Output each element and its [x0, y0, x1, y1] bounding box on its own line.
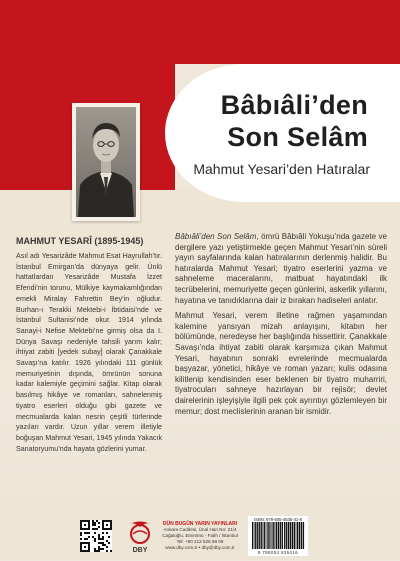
top-red-band — [0, 0, 400, 64]
qr-code-icon — [80, 520, 112, 552]
dby-logo-icon — [122, 518, 158, 556]
blurb-paragraph-1-text: , ömrü Bâbıâli Yokuşu’nda gazete ve dergilere yazı yetiştirmekle geçen Mahmut Yesari’nin süreli yayın sayfalarında kalan hatıralarının derlenmiş halidir. Bu hatıralarda Mahmut Yesari; tiyatro eserlerini yazma ve sahneleme maceralarını, matbuat hayatındaki ilk tecrübelerini, memuriyette geçen günlerini, askerlik yıllarını, hayatına ve tanıdıklarına dair iz bırakan hadiseleri anlatır. — [175, 232, 387, 305]
publisher-info — [158, 521, 242, 551]
book-title-line-2: Son Selâm — [227, 122, 368, 152]
isbn-barcode-box — [248, 516, 308, 556]
book-blurb — [175, 232, 387, 422]
publisher-web: www.dby.com.tr • dby@dby.com.tr — [165, 545, 235, 550]
publisher-name: DÜN BUGÜN YARIN YAYINLARI — [162, 521, 238, 527]
book-subtitle: Mahmut Yesari’den Hatıralar — [193, 161, 370, 177]
author-heading: MAHMUT YESARÎ (1895-1945) — [16, 236, 144, 246]
publisher-phone: Tel: +90 212 526 98 06 — [176, 539, 224, 544]
qr-code-graphic — [80, 520, 112, 552]
author-biography: Asıl adı Yesarizâde Mahmut Esat Hayrullah’tır. İstanbul Emirgan’da dünyaya gelir. Ünlü hattatlardan Yesarizâde Mustafa İzzet Efendi’nin torunu, Mülkiye kaymakamlığından emekli Miralay Fahrettin Bey’in oğludur. Burhan-ı Terakki Mektebi-i İbtidaisi’nde ve İstanbul Sultanisi’nde okur. 1914 yılında Sanayi-i Nefise Mektebi’ne girmiş olsa da I. Dünya Savaşı nedeniyle tahsili yarım kalır; ihtiyat zabiti [yedek subay] olarak Çanakkale Savaşı’na katılır. 1926 yılındaki 111 günlük memuriyetinin dışında, ömrünün sonuna kadar kalemiyle geçimini sağlar. Kitap olarak basılmış hikâye ve romanları, sahnelenmiş tiyatro eserleri olduğu gibi gazete ve mecmualarda kalan nesrin çeşitli türlerinde yazıları vardır. Uzun yıllar verem illetiyle boğuşan Mahmut Yesari, 1945 yılında Yakacık Sanatoryumu’nda hayata gözlerini yumar. — [16, 252, 162, 453]
author-portrait-image — [76, 107, 136, 217]
dby-logo-text: DBY — [132, 547, 148, 554]
book-title-line-1: Bâbıâli’den — [220, 90, 368, 120]
barcode-icon — [251, 522, 305, 549]
isbn-label: ISBN: 978-605-4635-41-6 — [254, 517, 302, 522]
publisher-address-1: Ankara Caddesi, Ünal Han No: 21/4 — [163, 527, 237, 532]
isbn-number: 9 786054 635416 — [257, 550, 299, 555]
author-portrait — [72, 103, 140, 221]
publisher-address-2: Cağaloğlu, Eminönü - Fatih / İstanbul — [162, 533, 238, 538]
blurb-paragraph-1 — [175, 232, 387, 306]
blurb-book-title: Bâbıâli’den Son Selâm — [175, 232, 257, 241]
blurb-paragraph-2: Mahmut Yesari, verem illetine rağmen yaşamından kalemine yansıyan mizah anlayışını, kitabın her bölümünde, neredeyse her başlığında hissettirir. Çanakkale Savaşı’nda ihtiyat zabiti olarak karşımıza çıkan Mahmut Yesari, hayatının sonraki evrelerinde mecmualarda başyazar, yönetici, hikâye ve roman yazarı; kulis odasına kilitlenip kendisinden eser beklenen bir tiyatro muharriri, tiyatrocuları sahneye hazırlayan bir rejisör; devlet dairelerinin işleyişiyle ilgili pek çok ayrıntıyı gözlemleyen bir memur; dost meclislerinin aranan bir ismidir. — [175, 311, 387, 416]
